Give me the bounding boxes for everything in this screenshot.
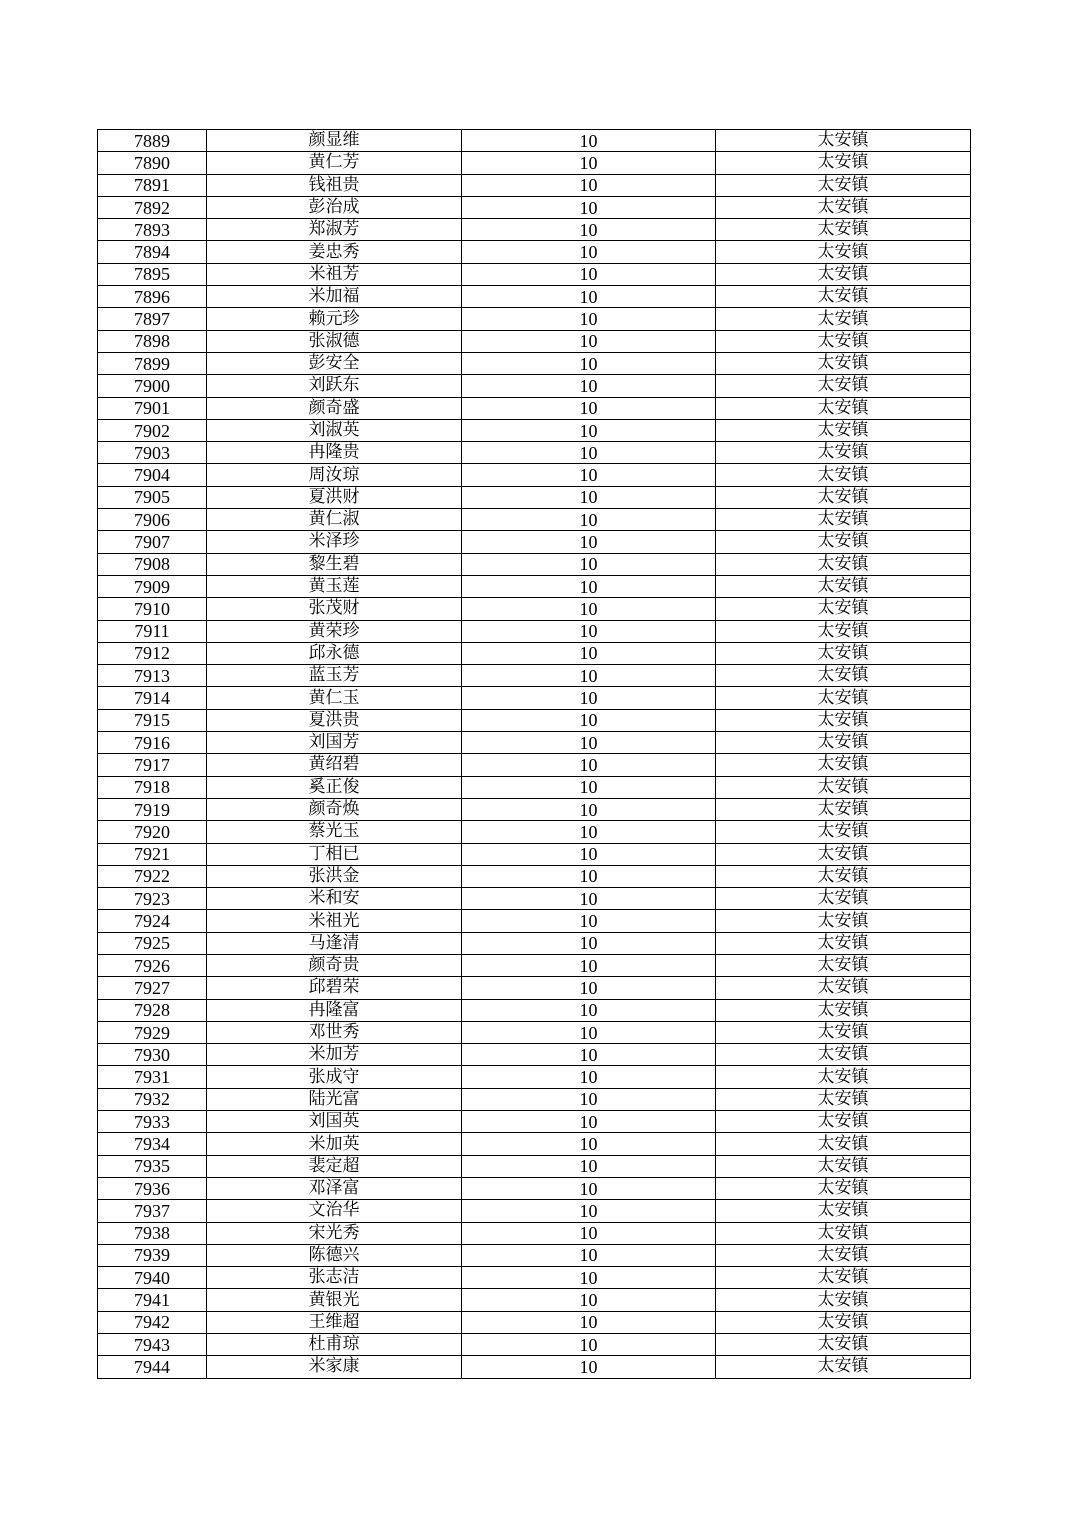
roster-table-body xyxy=(98,130,971,1379)
table-row xyxy=(98,486,971,508)
name-cell: 刘淑英 xyxy=(207,419,462,441)
amount-cell: 10 xyxy=(462,1267,716,1289)
row-number-cell: 7934 xyxy=(98,1133,207,1155)
town-cell: 太安镇 xyxy=(716,152,971,174)
name-cell: 邱永德 xyxy=(207,642,462,664)
row-number-cell: 7932 xyxy=(98,1088,207,1110)
name-cell: 黄银光 xyxy=(207,1289,462,1311)
row-number-cell: 7908 xyxy=(98,553,207,575)
name-cell: 蓝玉芳 xyxy=(207,665,462,687)
table-row xyxy=(98,352,971,374)
row-number-cell: 7891 xyxy=(98,174,207,196)
town-cell: 太安镇 xyxy=(716,1066,971,1088)
town-cell: 太安镇 xyxy=(716,1044,971,1066)
name-cell: 马逢清 xyxy=(207,932,462,954)
town-cell: 太安镇 xyxy=(716,1267,971,1289)
town-cell: 太安镇 xyxy=(716,442,971,464)
row-number-cell: 7905 xyxy=(98,486,207,508)
row-number-cell: 7921 xyxy=(98,843,207,865)
name-cell: 黄仁芳 xyxy=(207,152,462,174)
amount-cell: 10 xyxy=(462,152,716,174)
name-cell: 冉隆贵 xyxy=(207,442,462,464)
town-cell: 太安镇 xyxy=(716,843,971,865)
table-row xyxy=(98,1244,971,1266)
row-number-cell: 7906 xyxy=(98,509,207,531)
amount-cell: 10 xyxy=(462,1133,716,1155)
row-number-cell: 7895 xyxy=(98,263,207,285)
table-row xyxy=(98,174,971,196)
row-number-cell: 7924 xyxy=(98,910,207,932)
amount-cell: 10 xyxy=(462,865,716,887)
town-cell: 太安镇 xyxy=(716,732,971,754)
town-cell: 太安镇 xyxy=(716,196,971,218)
table-row xyxy=(98,598,971,620)
amount-cell: 10 xyxy=(462,888,716,910)
row-number-cell: 7907 xyxy=(98,531,207,553)
town-cell: 太安镇 xyxy=(716,620,971,642)
name-cell: 刘跃东 xyxy=(207,375,462,397)
town-cell: 太安镇 xyxy=(716,821,971,843)
amount-cell: 10 xyxy=(462,397,716,419)
table-row xyxy=(98,442,971,464)
table-row xyxy=(98,1044,971,1066)
row-number-cell: 7937 xyxy=(98,1200,207,1222)
name-cell: 彭安全 xyxy=(207,352,462,374)
town-cell: 太安镇 xyxy=(716,397,971,419)
name-cell: 赖元珍 xyxy=(207,308,462,330)
name-cell: 张成守 xyxy=(207,1066,462,1088)
row-number-cell: 7925 xyxy=(98,932,207,954)
town-cell: 太安镇 xyxy=(716,241,971,263)
table-row xyxy=(98,932,971,954)
name-cell: 黄仁淑 xyxy=(207,509,462,531)
table-row xyxy=(98,286,971,308)
row-number-cell: 7943 xyxy=(98,1334,207,1356)
town-cell: 太安镇 xyxy=(716,754,971,776)
row-number-cell: 7918 xyxy=(98,776,207,798)
row-number-cell: 7896 xyxy=(98,286,207,308)
row-number-cell: 7940 xyxy=(98,1267,207,1289)
town-cell: 太安镇 xyxy=(716,1133,971,1155)
table-row xyxy=(98,196,971,218)
town-cell: 太安镇 xyxy=(716,709,971,731)
town-cell: 太安镇 xyxy=(716,598,971,620)
amount-cell: 10 xyxy=(462,130,716,152)
table-row xyxy=(98,375,971,397)
amount-cell: 10 xyxy=(462,754,716,776)
amount-cell: 10 xyxy=(462,219,716,241)
table-row xyxy=(98,553,971,575)
name-cell: 丁相已 xyxy=(207,843,462,865)
table-row xyxy=(98,1200,971,1222)
table-row xyxy=(98,1133,971,1155)
row-number-cell: 7911 xyxy=(98,620,207,642)
amount-cell: 10 xyxy=(462,174,716,196)
town-cell: 太安镇 xyxy=(716,219,971,241)
table-row xyxy=(98,754,971,776)
row-number-cell: 7893 xyxy=(98,219,207,241)
amount-cell: 10 xyxy=(462,1244,716,1266)
table-row xyxy=(98,642,971,664)
name-cell: 刘国英 xyxy=(207,1111,462,1133)
name-cell: 颜奇焕 xyxy=(207,798,462,820)
amount-cell: 10 xyxy=(462,1044,716,1066)
table-row xyxy=(98,1088,971,1110)
name-cell: 郑淑芳 xyxy=(207,219,462,241)
amount-cell: 10 xyxy=(462,732,716,754)
row-number-cell: 7922 xyxy=(98,865,207,887)
town-cell: 太安镇 xyxy=(716,486,971,508)
name-cell: 黄玉莲 xyxy=(207,575,462,597)
amount-cell: 10 xyxy=(462,1088,716,1110)
table-row xyxy=(98,1111,971,1133)
name-cell: 刘国芳 xyxy=(207,732,462,754)
row-number-cell: 7919 xyxy=(98,798,207,820)
row-number-cell: 7909 xyxy=(98,575,207,597)
amount-cell: 10 xyxy=(462,910,716,932)
name-cell: 米家康 xyxy=(207,1356,462,1378)
table-row xyxy=(98,464,971,486)
row-number-cell: 7926 xyxy=(98,954,207,976)
town-cell: 太安镇 xyxy=(716,263,971,285)
amount-cell: 10 xyxy=(462,1200,716,1222)
name-cell: 文治华 xyxy=(207,1200,462,1222)
town-cell: 太安镇 xyxy=(716,509,971,531)
name-cell: 张茂财 xyxy=(207,598,462,620)
name-cell: 邱碧荣 xyxy=(207,977,462,999)
row-number-cell: 7894 xyxy=(98,241,207,263)
row-number-cell: 7890 xyxy=(98,152,207,174)
row-number-cell: 7923 xyxy=(98,888,207,910)
name-cell: 蔡光玉 xyxy=(207,821,462,843)
table-row xyxy=(98,308,971,330)
amount-cell: 10 xyxy=(462,1289,716,1311)
table-row xyxy=(98,330,971,352)
name-cell: 王维超 xyxy=(207,1311,462,1333)
town-cell: 太安镇 xyxy=(716,932,971,954)
table-row xyxy=(98,1066,971,1088)
amount-cell: 10 xyxy=(462,1311,716,1333)
town-cell: 太安镇 xyxy=(716,1155,971,1177)
amount-cell: 10 xyxy=(462,352,716,374)
table-row xyxy=(98,999,971,1021)
table-row xyxy=(98,1311,971,1333)
town-cell: 太安镇 xyxy=(716,1088,971,1110)
name-cell: 米和安 xyxy=(207,888,462,910)
town-cell: 太安镇 xyxy=(716,776,971,798)
row-number-cell: 7942 xyxy=(98,1311,207,1333)
name-cell: 黄荣珍 xyxy=(207,620,462,642)
town-cell: 太安镇 xyxy=(716,174,971,196)
amount-cell: 10 xyxy=(462,1111,716,1133)
table-row xyxy=(98,1177,971,1199)
name-cell: 邓泽富 xyxy=(207,1177,462,1199)
row-number-cell: 7941 xyxy=(98,1289,207,1311)
name-cell: 夏洪贵 xyxy=(207,709,462,731)
town-cell: 太安镇 xyxy=(716,1356,971,1378)
table-row xyxy=(98,575,971,597)
table-row xyxy=(98,865,971,887)
table-row xyxy=(98,531,971,553)
row-number-cell: 7915 xyxy=(98,709,207,731)
town-cell: 太安镇 xyxy=(716,464,971,486)
town-cell: 太安镇 xyxy=(716,330,971,352)
town-cell: 太安镇 xyxy=(716,286,971,308)
table-row xyxy=(98,509,971,531)
amount-cell: 10 xyxy=(462,375,716,397)
town-cell: 太安镇 xyxy=(716,1222,971,1244)
amount-cell: 10 xyxy=(462,1334,716,1356)
amount-cell: 10 xyxy=(462,419,716,441)
name-cell: 黄仁玉 xyxy=(207,687,462,709)
row-number-cell: 7892 xyxy=(98,196,207,218)
table-row xyxy=(98,620,971,642)
amount-cell: 10 xyxy=(462,999,716,1021)
row-number-cell: 7912 xyxy=(98,642,207,664)
row-number-cell: 7898 xyxy=(98,330,207,352)
document-page xyxy=(97,129,971,1379)
town-cell: 太安镇 xyxy=(716,308,971,330)
name-cell: 米加英 xyxy=(207,1133,462,1155)
amount-cell: 10 xyxy=(462,687,716,709)
table-row xyxy=(98,1155,971,1177)
town-cell: 太安镇 xyxy=(716,1021,971,1043)
amount-cell: 10 xyxy=(462,286,716,308)
town-cell: 太安镇 xyxy=(716,954,971,976)
name-cell: 张淑德 xyxy=(207,330,462,352)
name-cell: 米泽珍 xyxy=(207,531,462,553)
name-cell: 邓世秀 xyxy=(207,1021,462,1043)
roster-table xyxy=(97,129,971,1379)
town-cell: 太安镇 xyxy=(716,977,971,999)
town-cell: 太安镇 xyxy=(716,888,971,910)
name-cell: 米祖光 xyxy=(207,910,462,932)
row-number-cell: 7910 xyxy=(98,598,207,620)
row-number-cell: 7889 xyxy=(98,130,207,152)
town-cell: 太安镇 xyxy=(716,1200,971,1222)
amount-cell: 10 xyxy=(462,1356,716,1378)
amount-cell: 10 xyxy=(462,486,716,508)
town-cell: 太安镇 xyxy=(716,1311,971,1333)
table-row xyxy=(98,1222,971,1244)
amount-cell: 10 xyxy=(462,665,716,687)
row-number-cell: 7917 xyxy=(98,754,207,776)
amount-cell: 10 xyxy=(462,442,716,464)
name-cell: 周汝琼 xyxy=(207,464,462,486)
row-number-cell: 7899 xyxy=(98,352,207,374)
table-row xyxy=(98,241,971,263)
amount-cell: 10 xyxy=(462,1155,716,1177)
table-row xyxy=(98,798,971,820)
town-cell: 太安镇 xyxy=(716,1177,971,1199)
amount-cell: 10 xyxy=(462,241,716,263)
amount-cell: 10 xyxy=(462,821,716,843)
table-row xyxy=(98,776,971,798)
name-cell: 奚正俊 xyxy=(207,776,462,798)
town-cell: 太安镇 xyxy=(716,1334,971,1356)
row-number-cell: 7900 xyxy=(98,375,207,397)
name-cell: 米祖芳 xyxy=(207,263,462,285)
row-number-cell: 7930 xyxy=(98,1044,207,1066)
row-number-cell: 7920 xyxy=(98,821,207,843)
name-cell: 黄绍碧 xyxy=(207,754,462,776)
town-cell: 太安镇 xyxy=(716,375,971,397)
row-number-cell: 7944 xyxy=(98,1356,207,1378)
row-number-cell: 7931 xyxy=(98,1066,207,1088)
name-cell: 冉隆富 xyxy=(207,999,462,1021)
row-number-cell: 7936 xyxy=(98,1177,207,1199)
amount-cell: 10 xyxy=(462,977,716,999)
amount-cell: 10 xyxy=(462,620,716,642)
row-number-cell: 7938 xyxy=(98,1222,207,1244)
table-row xyxy=(98,910,971,932)
town-cell: 太安镇 xyxy=(716,910,971,932)
town-cell: 太安镇 xyxy=(716,352,971,374)
row-number-cell: 7929 xyxy=(98,1021,207,1043)
name-cell: 米加芳 xyxy=(207,1044,462,1066)
name-cell: 钱祖贵 xyxy=(207,174,462,196)
town-cell: 太安镇 xyxy=(716,865,971,887)
name-cell: 黎生碧 xyxy=(207,553,462,575)
town-cell: 太安镇 xyxy=(716,130,971,152)
town-cell: 太安镇 xyxy=(716,1244,971,1266)
name-cell: 陆光富 xyxy=(207,1088,462,1110)
name-cell: 陈德兴 xyxy=(207,1244,462,1266)
row-number-cell: 7913 xyxy=(98,665,207,687)
amount-cell: 10 xyxy=(462,263,716,285)
row-number-cell: 7914 xyxy=(98,687,207,709)
amount-cell: 10 xyxy=(462,709,716,731)
table-row xyxy=(98,263,971,285)
town-cell: 太安镇 xyxy=(716,665,971,687)
row-number-cell: 7935 xyxy=(98,1155,207,1177)
amount-cell: 10 xyxy=(462,196,716,218)
name-cell: 颜奇贵 xyxy=(207,954,462,976)
row-number-cell: 7939 xyxy=(98,1244,207,1266)
table-row xyxy=(98,665,971,687)
town-cell: 太安镇 xyxy=(716,553,971,575)
table-row xyxy=(98,1267,971,1289)
name-cell: 裴定超 xyxy=(207,1155,462,1177)
amount-cell: 10 xyxy=(462,776,716,798)
row-number-cell: 7904 xyxy=(98,464,207,486)
town-cell: 太安镇 xyxy=(716,687,971,709)
amount-cell: 10 xyxy=(462,598,716,620)
amount-cell: 10 xyxy=(462,330,716,352)
amount-cell: 10 xyxy=(462,843,716,865)
name-cell: 姜忠秀 xyxy=(207,241,462,263)
town-cell: 太安镇 xyxy=(716,575,971,597)
amount-cell: 10 xyxy=(462,531,716,553)
row-number-cell: 7927 xyxy=(98,977,207,999)
table-row xyxy=(98,130,971,152)
table-row xyxy=(98,843,971,865)
table-row xyxy=(98,954,971,976)
table-row xyxy=(98,888,971,910)
town-cell: 太安镇 xyxy=(716,798,971,820)
amount-cell: 10 xyxy=(462,464,716,486)
town-cell: 太安镇 xyxy=(716,1111,971,1133)
amount-cell: 10 xyxy=(462,308,716,330)
amount-cell: 10 xyxy=(462,1222,716,1244)
name-cell: 张志洁 xyxy=(207,1267,462,1289)
table-row xyxy=(98,687,971,709)
town-cell: 太安镇 xyxy=(716,419,971,441)
row-number-cell: 7933 xyxy=(98,1111,207,1133)
town-cell: 太安镇 xyxy=(716,999,971,1021)
name-cell: 颜奇盛 xyxy=(207,397,462,419)
table-row xyxy=(98,1334,971,1356)
table-row xyxy=(98,152,971,174)
row-number-cell: 7897 xyxy=(98,308,207,330)
amount-cell: 10 xyxy=(462,509,716,531)
row-number-cell: 7902 xyxy=(98,419,207,441)
name-cell: 宋光秀 xyxy=(207,1222,462,1244)
row-number-cell: 7903 xyxy=(98,442,207,464)
name-cell: 夏洪财 xyxy=(207,486,462,508)
name-cell: 杜甫琼 xyxy=(207,1334,462,1356)
table-row xyxy=(98,977,971,999)
amount-cell: 10 xyxy=(462,1066,716,1088)
name-cell: 米加福 xyxy=(207,286,462,308)
town-cell: 太安镇 xyxy=(716,642,971,664)
row-number-cell: 7916 xyxy=(98,732,207,754)
amount-cell: 10 xyxy=(462,954,716,976)
amount-cell: 10 xyxy=(462,932,716,954)
row-number-cell: 7928 xyxy=(98,999,207,1021)
name-cell: 颜显维 xyxy=(207,130,462,152)
amount-cell: 10 xyxy=(462,575,716,597)
row-number-cell: 7901 xyxy=(98,397,207,419)
amount-cell: 10 xyxy=(462,1177,716,1199)
table-row xyxy=(98,821,971,843)
town-cell: 太安镇 xyxy=(716,531,971,553)
amount-cell: 10 xyxy=(462,642,716,664)
town-cell: 太安镇 xyxy=(716,1289,971,1311)
name-cell: 张洪金 xyxy=(207,865,462,887)
table-row xyxy=(98,419,971,441)
amount-cell: 10 xyxy=(462,553,716,575)
name-cell: 彭治成 xyxy=(207,196,462,218)
table-row xyxy=(98,219,971,241)
table-row xyxy=(98,397,971,419)
table-row xyxy=(98,709,971,731)
amount-cell: 10 xyxy=(462,1021,716,1043)
table-row xyxy=(98,1021,971,1043)
table-row xyxy=(98,1289,971,1311)
table-row xyxy=(98,732,971,754)
amount-cell: 10 xyxy=(462,798,716,820)
table-row xyxy=(98,1356,971,1378)
